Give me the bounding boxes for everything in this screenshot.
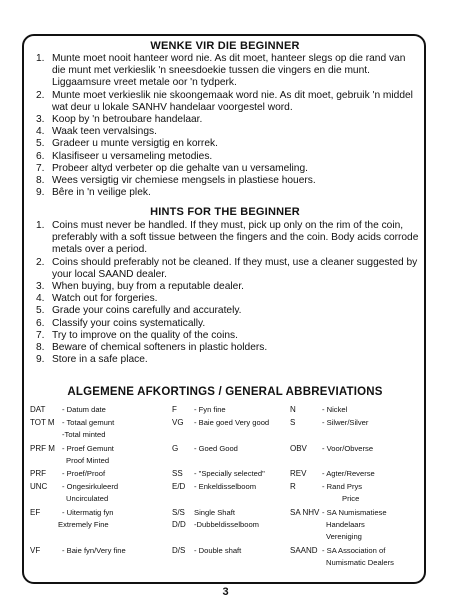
abbr-desc: - Totaal gemunt: [62, 418, 115, 427]
hints-item: 5. Grade your coins carefully and accurately.: [36, 305, 242, 317]
wenke-item: 1. Munte moet nooit hanteer word nie. As dit moet, hanteer slegs op die rand van die munt met verkieslik 'n sneesdoekie tussen die vingers en die munt. Liggaamsure vreet metale oor 'n tydperk.: [36, 53, 406, 89]
abbr-code: G: [172, 444, 179, 453]
hints-item: 1. Coins must never be handled. If they must, pick up only on the rim of the coin, preferably with a soft tissue between the fingers and the coin. Body acids corrode metals over a period.: [36, 220, 419, 256]
wenke-item: 7. Probeer altyd verbeter op die gehalte van u versameling.: [36, 162, 308, 174]
hints-item: 2. Coins should preferably not be cleaned. If they must, use a cleaner suggested by your local SAAND dealer.: [36, 256, 418, 280]
abbr-desc-line3: Vereniging: [326, 532, 362, 541]
hints-item: 3. When buying, buy from a reputable dealer.: [36, 281, 244, 293]
abbr-code: TOT M: [30, 418, 55, 427]
abbr-desc: - Silwer/Silver: [322, 418, 369, 427]
abbr-code: E/D: [172, 482, 186, 491]
wenke-item: 4. Waak teen vervalsings.: [36, 126, 157, 138]
abbr-desc-line2: Price: [342, 494, 360, 503]
hints-item: 9. Store in a safe place.: [36, 354, 148, 366]
abbr-code: REV: [290, 469, 307, 478]
abbr-desc-line2: Handelaars: [326, 520, 365, 529]
abbr-code: VG: [172, 418, 184, 427]
page-number: 3: [222, 586, 229, 598]
abbr-desc: - SA Numismatiese: [322, 508, 387, 517]
abbr-code: D/D: [172, 520, 186, 529]
abbr-desc: - SA Association of: [322, 546, 386, 555]
hints-item: 8. Beware of chemical softeners in plastic holders.: [36, 342, 268, 354]
wenke-item: 3. Koop by 'n betroubare handelaar.: [36, 114, 203, 126]
abbr-desc: - Ongesirkuleerd: [62, 482, 119, 491]
hints-item: 4. Watch out for forgeries.: [36, 293, 158, 305]
abbr-desc: - Proef Gemunt: [62, 444, 114, 453]
wenke-item: 6. Klasifiseer u versameling metodies.: [36, 150, 213, 162]
wenke-item: 5. Gradeer u munte versigtig en korrek.: [36, 138, 218, 150]
abbr-desc: - Datum date: [62, 405, 106, 414]
abbr-code: OBV: [290, 444, 307, 453]
abbreviations-heading: ALGEMENE AFKORTINGS / GENERAL ABBREVIATIONS: [67, 386, 383, 398]
abbr-code: S: [290, 418, 296, 427]
hints-list: [36, 220, 420, 366]
wenke-item: 9. Bêre in 'n veilige plek.: [36, 187, 151, 199]
abbr-desc-line2: Numismatic Dealers: [326, 558, 394, 567]
abbr-code: D/S: [172, 546, 186, 555]
abbr-code: N: [290, 405, 296, 414]
abbr-desc: - Goed Good: [194, 444, 238, 453]
abbr-desc: - Agter/Reverse: [322, 469, 375, 478]
abbr-desc: - Double shaft: [194, 546, 242, 555]
abbr-desc-line2: -Total minted: [62, 430, 106, 439]
abbr-desc: Single Shaft: [194, 508, 235, 517]
wenke-item: 2. Munte moet verkieslik nie skoongemaak word nie. As dit moet, gebruik 'n middel wat deur u lokale SANHV handelaar voorgestel word.: [36, 89, 413, 113]
wenke-item: 8. Wees versigtig vir chemiese mengsels in plastiese houers.: [36, 175, 316, 187]
abbr-code: UNC: [30, 482, 48, 491]
abbr-code: SS: [172, 469, 183, 478]
abbr-desc: - Enkeldisselboom: [194, 482, 257, 491]
abbr-code: VF: [30, 546, 41, 555]
abbr-code: R: [290, 482, 296, 491]
abbr-code: EF: [30, 508, 41, 517]
abbr-code: F: [172, 405, 177, 414]
wenke-list: [36, 53, 420, 199]
abbr-code: DAT: [30, 405, 46, 414]
abbr-desc-line2: Extremely Fine: [58, 520, 109, 529]
abbr-desc: - Baie goed Very good: [194, 418, 270, 427]
abbr-desc-line2: Proof Minted: [66, 456, 110, 465]
abbr-desc: -Dubbeldisselboom: [194, 520, 260, 529]
hints-item: 7. Try to improve on the quality of the coins.: [36, 329, 238, 341]
abbr-desc-line2: Uncirculated: [66, 494, 109, 503]
abbr-code: PRF: [30, 469, 46, 478]
abbr-desc: - "Specially selected": [194, 469, 265, 478]
abbr-desc: - Uitermatig fyn: [62, 508, 114, 517]
abbr-code: PRF M: [30, 444, 55, 453]
hints-item: 6. Classify your coins systematically.: [36, 317, 206, 329]
abbr-desc: - Voor/Obverse: [322, 444, 374, 453]
abbr-code: SA NHV: [290, 508, 320, 517]
abbr-desc: - Baie fyn/Very fine: [62, 546, 126, 555]
abbr-code: S/S: [172, 508, 185, 517]
abbr-desc: - Rand Prys: [322, 482, 363, 491]
abbr-desc: - Proef/Proof: [62, 469, 106, 478]
abbr-code: SAAND: [290, 546, 318, 555]
wenke-heading: WENKE VIR DIE BEGINNER: [150, 40, 300, 52]
hints-heading: HINTS FOR THE BEGINNER: [150, 206, 300, 218]
abbr-desc: - Nickel: [322, 405, 348, 414]
abbr-desc: - Fyn fine: [194, 405, 226, 414]
